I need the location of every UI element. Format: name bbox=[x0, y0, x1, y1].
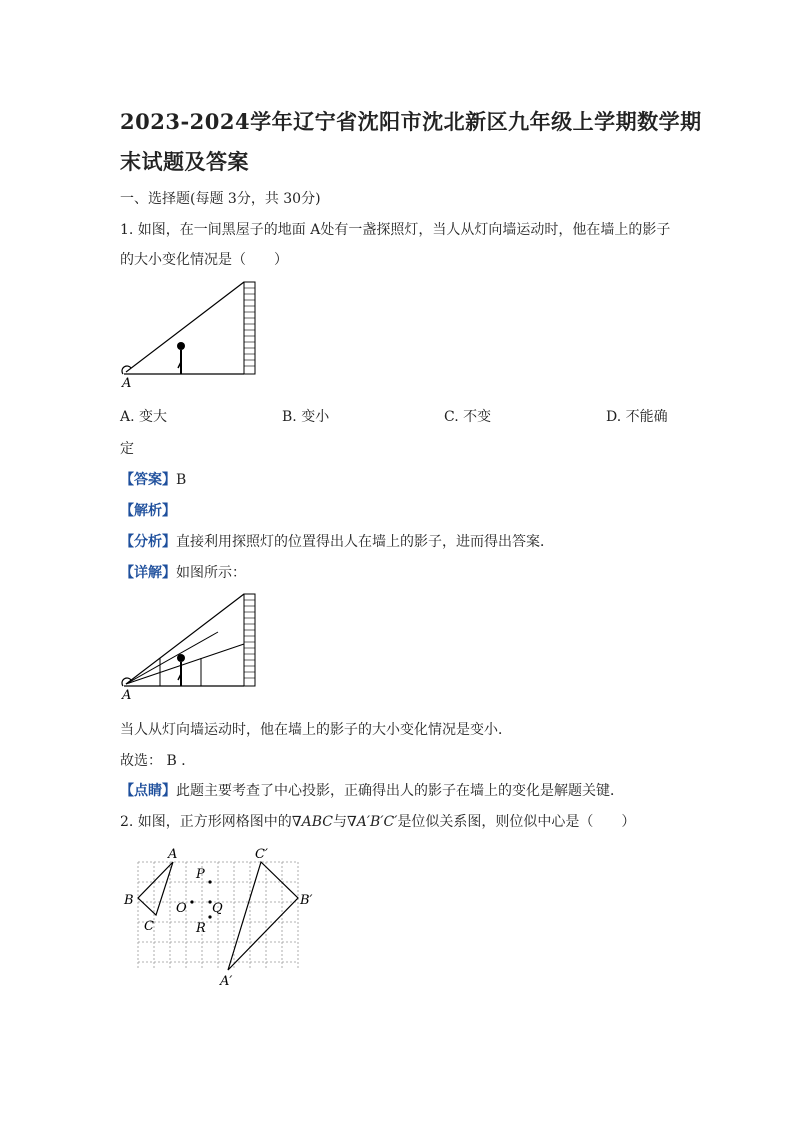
fenxi-text: 直接利用探照灯的位置得出人在墙上的影子，进而得出答案． bbox=[176, 534, 554, 550]
q2-stem bbox=[120, 811, 635, 831]
q1-answer bbox=[120, 469, 186, 489]
square-grid bbox=[138, 862, 298, 970]
q1-option-b: B. 变小 bbox=[282, 409, 330, 425]
label-p: P bbox=[196, 867, 205, 882]
document-title-line1: 2023-2024学年辽宁省沈阳市沈北新区九年级上学期数学期 bbox=[120, 109, 702, 134]
label-o: O bbox=[176, 901, 187, 916]
q1-choose: 故选： B ． bbox=[120, 753, 196, 769]
q2-triangle-a2b2c2: ∇A′B′C′ bbox=[346, 814, 398, 830]
q1-option-d-wrap: 定 bbox=[120, 441, 134, 457]
xiangjie-text: 如图所示： bbox=[176, 565, 246, 581]
q1-option-c: C. 不变 bbox=[444, 409, 492, 425]
person-head-icon bbox=[177, 342, 185, 350]
person-head-icon bbox=[177, 654, 185, 662]
spotlight-icon bbox=[122, 366, 131, 374]
document-title-line2: 末试题及答案 bbox=[120, 149, 249, 174]
label-c-prime: C′ bbox=[255, 847, 268, 862]
q1-xiangjie bbox=[120, 562, 246, 582]
label-a: A bbox=[168, 847, 178, 862]
q1-figure-spotlight bbox=[118, 278, 263, 390]
label-b-prime: B′ bbox=[300, 893, 313, 908]
label-a-prime: A′ bbox=[220, 974, 233, 989]
q2-stem-mid: 与 bbox=[332, 814, 347, 830]
q1-solution-label-a: A bbox=[122, 688, 132, 702]
answer-value: B bbox=[176, 472, 187, 488]
analysis-tag: 【解析】 bbox=[120, 503, 176, 519]
label-q: Q bbox=[212, 901, 223, 916]
label-r: R bbox=[196, 921, 206, 936]
answer-tag: 【答案】 bbox=[120, 472, 176, 488]
dianjing-tag: 【点睛】 bbox=[120, 783, 176, 799]
q2-stem-prefix: 2. 如图，正方形网格图中的 bbox=[120, 814, 292, 830]
q1-conclusion: 当人从灯向墙运动时，他在墙上的影子的大小变化情况是变小． bbox=[120, 722, 512, 738]
q1-fenxi bbox=[120, 531, 554, 551]
q1-dianjing bbox=[120, 780, 624, 800]
label-c: C bbox=[144, 919, 154, 934]
fenxi-tag: 【分析】 bbox=[120, 534, 176, 550]
q1-option-a: A. 变大 bbox=[120, 409, 168, 425]
q2-grid-figure bbox=[118, 840, 328, 990]
xiangjie-tag: 【详解】 bbox=[120, 565, 176, 581]
q1-stem-line1: 1. 如图，在一间黑屋子的地面 A处有一盏探照灯，当人从灯向墙运动时，他在墙上的影子 bbox=[120, 222, 671, 238]
q2-stem-suffix: 是位似关系图，则位似中心是（ ） bbox=[397, 814, 636, 830]
q1-solution-figure bbox=[118, 590, 263, 702]
q1-figure-label-a: A bbox=[122, 376, 132, 390]
q1-option-d: D. 不能确 bbox=[606, 409, 668, 425]
dianjing-text: 此题主要考查了中心投影，正确得出人的影子在墙上的变化是解题关键． bbox=[176, 783, 624, 799]
triangle-a2b2c2 bbox=[228, 862, 298, 970]
q1-stem-line2: 的大小变化情况是（ ） bbox=[120, 252, 288, 268]
q2-triangle-abc: ∇ABC bbox=[291, 814, 333, 830]
label-b: B bbox=[124, 893, 134, 908]
triangle-abc bbox=[138, 862, 173, 915]
section-heading: 一、选择题(每题 3分，共 30分) bbox=[120, 191, 321, 207]
